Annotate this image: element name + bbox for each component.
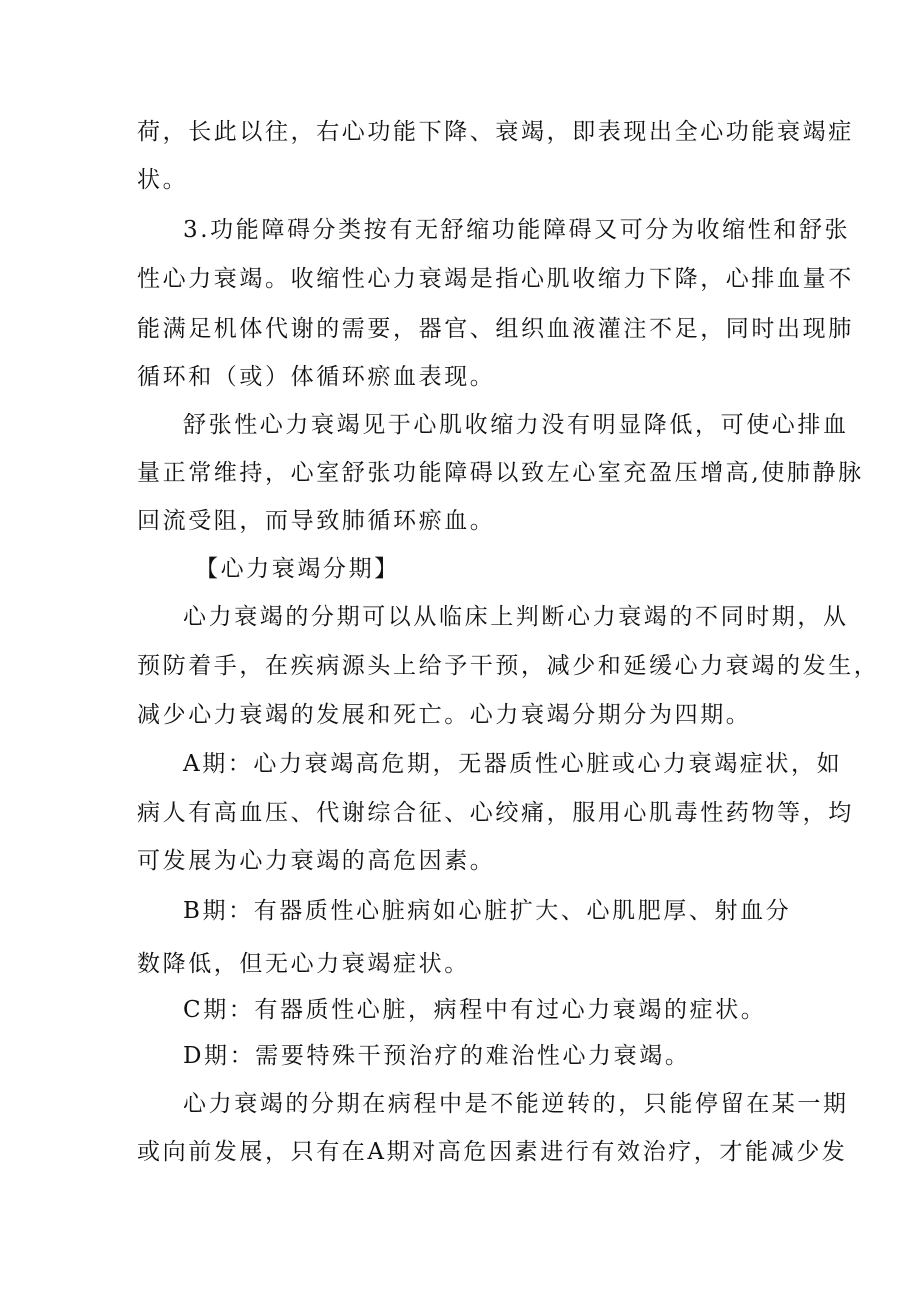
paragraph-line: 性心力衰竭。收缩性心力衰竭是指心肌收缩力下降，心排血量不 [137, 266, 854, 292]
paragraph-line: 舒张性心力衰竭见于心肌收缩力没有明显降低，可使心排血 [183, 412, 849, 438]
paragraph-line: 3.功能障碍分类按有无舒缩功能障碍又可分为收缩性和舒张 [183, 217, 851, 243]
paragraph-line: 量正常维持，心室舒张功能障碍以致左心室充盈压增高,使肺静脉 [137, 460, 864, 486]
paragraph-line: 状。 [137, 167, 189, 193]
paragraph-line: A期：心力衰竭高危期，无器质性心脏或心力衰竭症状，如 [183, 751, 843, 777]
paragraph-line: 病人有高血压、代谢综合征、心绞痛，服用心肌毒性药物等，均 [137, 800, 854, 826]
paragraph-line: 数降低，但无心力衰竭症状。 [137, 951, 470, 977]
paragraph-line: 循环和（或）体循环瘀血表现。 [137, 364, 496, 390]
paragraph-line: 心力衰竭的分期可以从临床上判断心力衰竭的不同时期，从 [183, 604, 849, 630]
paragraph-line: 心力衰竭的分期在病程中是不能逆转的，只能停留在某一期 [183, 1091, 849, 1117]
paragraph-line: 回流受阻，而导致肺循环瘀血。 [137, 508, 496, 534]
paragraph-line: 或向前发展，只有在A期对高危因素进行有效治疗，才能减少发 [137, 1139, 848, 1165]
paragraph-line: D期：需要特殊干预治疗的难治性心力衰竭。 [183, 1043, 691, 1069]
paragraph-line: 减少心力衰竭的发展和死亡。心力衰竭分期分为四期。 [137, 702, 752, 728]
paragraph-line: 能满足机体代谢的需要，器官、组织血液灌注不足，同时出现肺 [137, 316, 854, 342]
paragraph-line: 荷，长此以往，右心功能下降、衰竭，即表现出全心功能衰竭症 [137, 119, 854, 145]
paragraph-line: B期：有器质性心脏病如心脏扩大、心肌肥厚、射血分 [183, 898, 792, 924]
paragraph-line: C期：有器质性心脏，病程中有过心力衰竭的症状。 [183, 997, 767, 1023]
paragraph-line: 可发展为心力衰竭的高危因素。 [137, 848, 496, 874]
section-heading: 【心力衰竭分期】 [195, 556, 400, 582]
paragraph-line: 预防着手，在疾病源头上给予干预，减少和延缓心力衰竭的发生， [137, 653, 880, 679]
